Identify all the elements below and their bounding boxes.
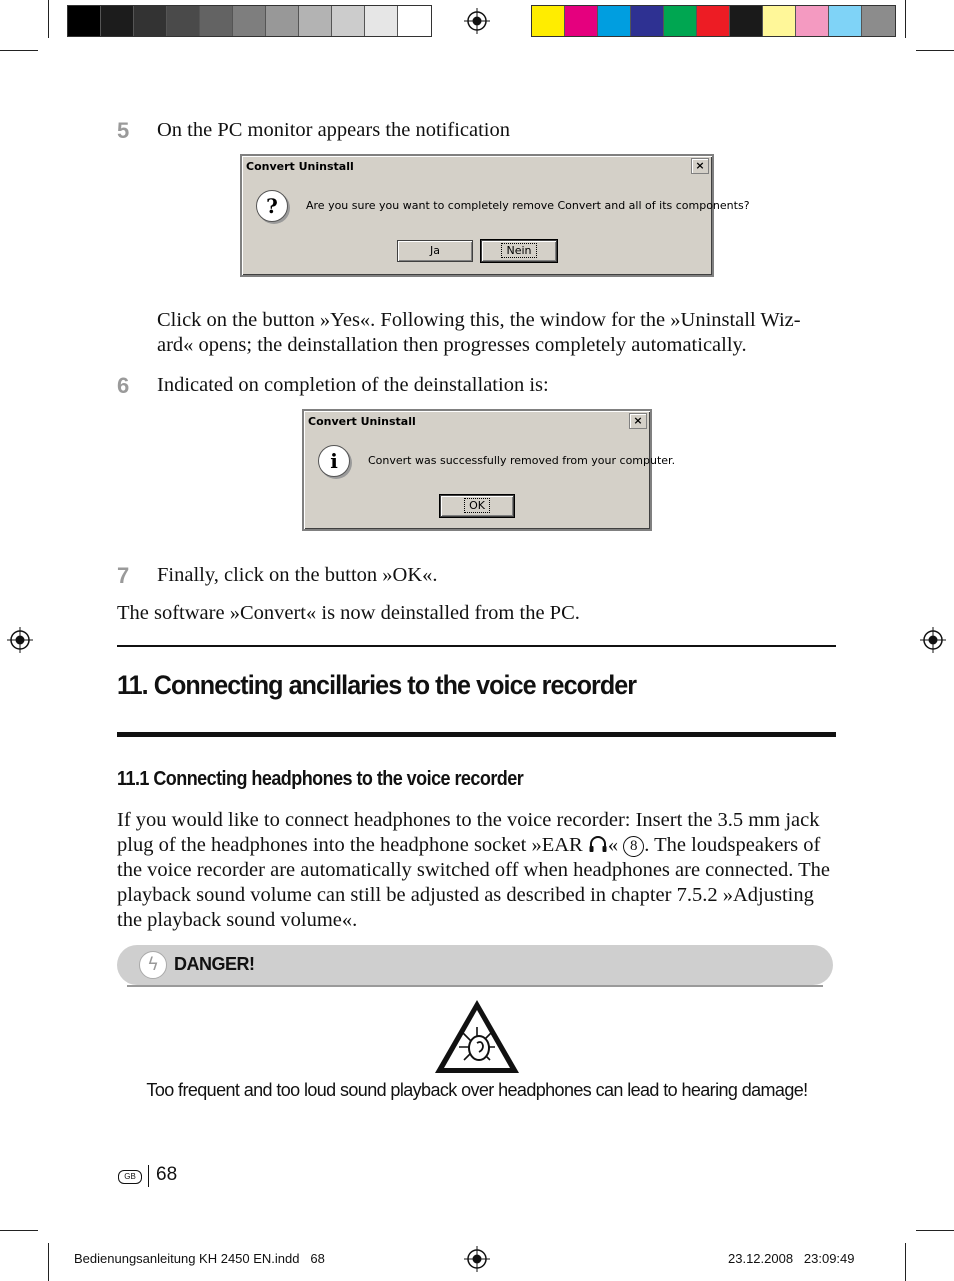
registration-mark-icon — [464, 1246, 490, 1272]
color-swatch — [796, 6, 829, 36]
crop-mark — [0, 1230, 38, 1231]
section-heading: 11. Connecting ancillaries to the voice recorder — [117, 670, 637, 700]
crop-mark — [48, 0, 49, 38]
language-badge: GB — [118, 1170, 142, 1184]
close-icon[interactable]: × — [691, 158, 709, 174]
color-swatch — [532, 6, 565, 36]
color-swatch — [598, 6, 631, 36]
crop-mark — [905, 1243, 906, 1281]
page-number-divider — [148, 1165, 149, 1187]
color-swatch — [829, 6, 862, 36]
heading-rule-bottom — [117, 732, 836, 737]
registration-mark-icon — [464, 8, 490, 34]
crop-mark — [0, 50, 38, 51]
yes-button[interactable] — [397, 240, 473, 262]
color-swatch — [565, 6, 598, 36]
step-number: 6 — [117, 373, 130, 398]
registration-mark-icon — [920, 627, 946, 653]
step-number: 5 — [117, 118, 130, 143]
ok-button-label: OK — [464, 498, 490, 513]
dialog-title: Convert Uninstall — [306, 413, 648, 431]
color-swatch — [68, 6, 101, 36]
registration-mark-icon — [7, 627, 33, 653]
footer-filename: Bedienungsanleitung KH 2450 EN.indd 68 — [74, 1251, 325, 1266]
color-swatch — [200, 6, 233, 36]
grayscale-color-bar — [67, 5, 432, 37]
danger-label: DANGER! — [174, 954, 255, 974]
color-swatch — [664, 6, 697, 36]
body-text-pre: If you would like to connect headphones to the voice recorder: Insert the 3.5 mm jack plug of the headphones into the headphone socket »EAR — [117, 809, 820, 856]
color-swatch — [167, 6, 200, 36]
ok-button[interactable] — [440, 495, 514, 517]
body-text-mid: « — [607, 834, 624, 856]
color-swatch — [398, 6, 431, 36]
reference-number: 8 — [623, 836, 644, 857]
close-icon[interactable]: × — [629, 413, 647, 429]
color-swatch — [266, 6, 299, 36]
process-color-bar — [531, 5, 896, 37]
danger-bar — [117, 945, 833, 985]
uninstall-confirm-dialog — [240, 154, 750, 277]
step-text: On the PC monitor appears the notification — [157, 119, 510, 141]
section-body — [117, 808, 832, 933]
dialog-message: Convert was successfully removed from your computer. — [368, 454, 676, 467]
yes-button-label: Ja — [430, 244, 440, 257]
footer-datetime: 23.12.2008 23:09:49 — [728, 1251, 855, 1266]
color-swatch — [697, 6, 730, 36]
summary-text: The software »Convert« is now deinstalled from the PC. — [117, 602, 580, 624]
question-icon: ? — [256, 190, 288, 222]
warning-caption: Too frequent and too loud sound playback over headphones can lead to hearing damage! — [146, 1080, 808, 1100]
step-number: 7 — [117, 563, 130, 588]
dialog-message: Are you sure you want to completely remove Convert and all of its components? — [306, 199, 750, 212]
crop-mark — [905, 0, 906, 38]
color-swatch — [730, 6, 763, 36]
color-swatch — [365, 6, 398, 36]
color-swatch — [631, 6, 664, 36]
dialog-title: Convert Uninstall — [244, 158, 710, 176]
body-text-post: . The loudspeakers of the voice recorder are automatically switched off when headphones are connected. The playback sound volume can still be adjusted as described in chapter 7.5.2 »Adjusting the playback sound volume«. — [117, 834, 831, 931]
page-number: 68 — [156, 1164, 178, 1185]
color-swatch — [299, 6, 332, 36]
step-text: Finally, click on the button »OK«. — [157, 564, 438, 586]
headphones-icon — [588, 835, 608, 853]
color-swatch — [233, 6, 266, 36]
subsection-heading: 11.1 Connecting headphones to the voice recorder — [117, 768, 524, 790]
lightning-icon: ϟ — [139, 951, 167, 979]
color-swatch — [134, 6, 167, 36]
color-swatch — [862, 6, 895, 36]
step-follow-text: Click on the button »Yes«. Following this, the window for the »Uninstall Wiz-ard« opens; the deinstallation then progresses completely automatically. — [157, 309, 801, 356]
info-icon: i — [318, 445, 350, 477]
no-button[interactable] — [481, 240, 557, 262]
color-swatch — [101, 6, 134, 36]
no-button-label: Nein — [501, 243, 536, 258]
crop-mark — [48, 1243, 49, 1281]
color-swatch — [763, 6, 796, 36]
uninstall-success-dialog — [302, 409, 676, 531]
hearing-damage-warning-icon — [432, 997, 522, 1076]
step-text: Indicated on completion of the deinstallation is: — [157, 374, 549, 396]
color-swatch — [332, 6, 365, 36]
crop-mark — [916, 1230, 954, 1231]
heading-rule-top — [117, 645, 836, 647]
crop-mark — [916, 50, 954, 51]
